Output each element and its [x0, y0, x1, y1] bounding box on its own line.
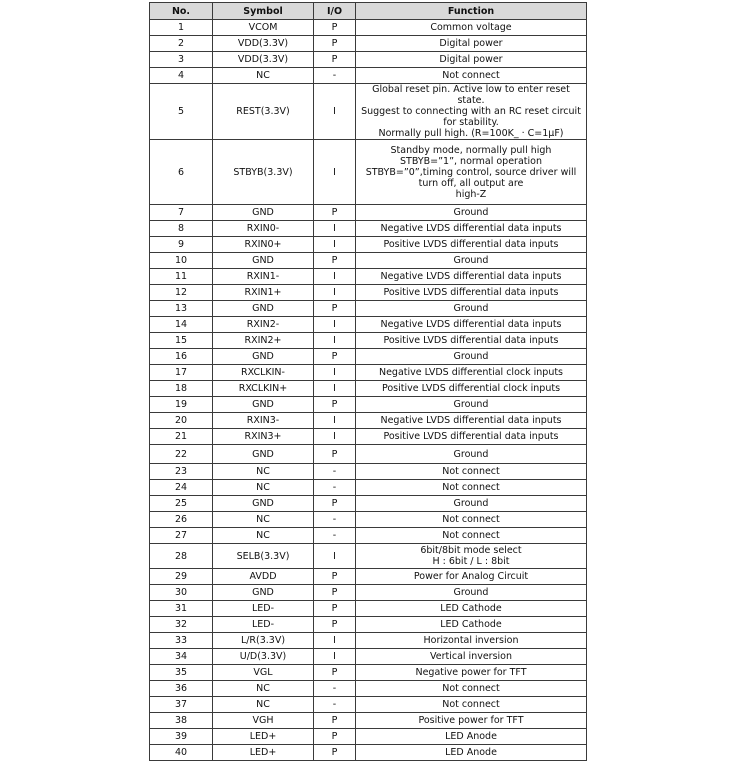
pin-function-cell: Ground: [356, 397, 587, 413]
pin-io-cell: P: [314, 585, 356, 601]
pin-symbol-cell: GND: [213, 585, 314, 601]
pin-io-cell: I: [314, 140, 356, 205]
pin-symbol-cell: SELB(3.3V): [213, 544, 314, 569]
header-symbol: Symbol: [213, 3, 314, 20]
table-row: [150, 512, 587, 528]
table-row: [150, 52, 587, 68]
pin-number-cell: 27: [150, 528, 213, 544]
pin-function-cell: Horizontal inversion: [356, 633, 587, 649]
table-row: [150, 68, 587, 84]
pin-number-cell: 14: [150, 317, 213, 333]
pin-number-cell: 26: [150, 512, 213, 528]
pin-function-cell: Positive power for TFT: [356, 713, 587, 729]
pin-number-cell: 12: [150, 285, 213, 301]
pin-function-cell: Ground: [356, 445, 587, 464]
pin-symbol-cell: GND: [213, 301, 314, 317]
pin-io-cell: P: [314, 729, 356, 745]
pin-io-cell: P: [314, 745, 356, 761]
pin-symbol-cell: VDD(3.3V): [213, 36, 314, 52]
pin-function-cell: Positive LVDS differential data inputs: [356, 333, 587, 349]
pin-number-cell: 5: [150, 84, 213, 140]
table-row: [150, 301, 587, 317]
pin-number-cell: 3: [150, 52, 213, 68]
pin-symbol-cell: NC: [213, 512, 314, 528]
pin-number-cell: 38: [150, 713, 213, 729]
pin-function-cell: Not connect: [356, 528, 587, 544]
pin-symbol-cell: NC: [213, 464, 314, 480]
pin-symbol-cell: VCOM: [213, 20, 314, 36]
pin-number-cell: 17: [150, 365, 213, 381]
table-row: [150, 617, 587, 633]
pin-number-cell: 37: [150, 697, 213, 713]
table-row: [150, 237, 587, 253]
table-row: [150, 665, 587, 681]
pin-symbol-cell: RXCLKIN-: [213, 365, 314, 381]
pin-number-cell: 39: [150, 729, 213, 745]
pin-io-cell: P: [314, 397, 356, 413]
pin-number-cell: 15: [150, 333, 213, 349]
pin-io-cell: I: [314, 317, 356, 333]
pin-io-cell: I: [314, 649, 356, 665]
pin-symbol-cell: RXIN0+: [213, 237, 314, 253]
pin-function-cell: Positive LVDS differential clock inputs: [356, 381, 587, 397]
pin-function-cell: Not connect: [356, 681, 587, 697]
table-row: [150, 681, 587, 697]
pin-function-cell: Ground: [356, 253, 587, 269]
pin-symbol-cell: STBYB(3.3V): [213, 140, 314, 205]
pin-function-cell: Ground: [356, 585, 587, 601]
pin-function-cell: LED Cathode: [356, 617, 587, 633]
pin-number-cell: 8: [150, 221, 213, 237]
table-row: [150, 464, 587, 480]
pin-io-cell: P: [314, 496, 356, 512]
pin-symbol-cell: VGH: [213, 713, 314, 729]
pin-number-cell: 28: [150, 544, 213, 569]
pin-function-cell: Not connect: [356, 68, 587, 84]
pin-io-cell: P: [314, 253, 356, 269]
pin-number-cell: 22: [150, 445, 213, 464]
table-row: [150, 397, 587, 413]
pin-io-cell: P: [314, 205, 356, 221]
pin-function-cell: Not connect: [356, 512, 587, 528]
pin-function-cell: Not connect: [356, 480, 587, 496]
pin-io-cell: P: [314, 665, 356, 681]
pin-function-cell: Standby mode, normally pull high STBYB=”1”, normal operation STBYB=”0”,timing control, source driver will turn off, all output are high-Z: [356, 140, 587, 205]
pin-number-cell: 23: [150, 464, 213, 480]
pin-io-cell: -: [314, 68, 356, 84]
pin-function-cell: LED Cathode: [356, 601, 587, 617]
pin-number-cell: 31: [150, 601, 213, 617]
pin-number-cell: 21: [150, 429, 213, 445]
pin-io-cell: -: [314, 464, 356, 480]
pin-function-cell: Ground: [356, 205, 587, 221]
pin-number-cell: 40: [150, 745, 213, 761]
pin-symbol-cell: RXIN3-: [213, 413, 314, 429]
table-row: [150, 205, 587, 221]
pin-number-cell: 7: [150, 205, 213, 221]
table-row: [150, 253, 587, 269]
pin-number-cell: 24: [150, 480, 213, 496]
header-io: I/O: [314, 3, 356, 20]
pin-symbol-cell: LED+: [213, 729, 314, 745]
pin-function-cell: Negative LVDS differential data inputs: [356, 317, 587, 333]
pin-function-cell: Digital power: [356, 52, 587, 68]
table-row: [150, 496, 587, 512]
pin-symbol-cell: RXIN1-: [213, 269, 314, 285]
pin-function-cell: Positive LVDS differential data inputs: [356, 285, 587, 301]
pin-function-cell: Global reset pin. Active low to enter reset state. Suggest to connecting with an RC reset circuit for stability. Normally pull high. (R=100K_ · C=1μF): [356, 84, 587, 140]
table-row: [150, 633, 587, 649]
pin-symbol-cell: NC: [213, 681, 314, 697]
pin-function-cell: Not connect: [356, 464, 587, 480]
table-row: [150, 269, 587, 285]
table-row: [150, 36, 587, 52]
pin-io-cell: -: [314, 480, 356, 496]
pin-symbol-cell: RXIN0-: [213, 221, 314, 237]
pin-io-cell: P: [314, 20, 356, 36]
table-row: [150, 445, 587, 464]
table-row: [150, 745, 587, 761]
pin-io-cell: I: [314, 429, 356, 445]
pin-io-cell: I: [314, 381, 356, 397]
pin-function-cell: LED Anode: [356, 729, 587, 745]
pin-number-cell: 20: [150, 413, 213, 429]
pin-symbol-cell: LED+: [213, 745, 314, 761]
pin-io-cell: P: [314, 569, 356, 585]
pin-io-cell: P: [314, 445, 356, 464]
table-row: [150, 429, 587, 445]
table-row: [150, 713, 587, 729]
pin-symbol-cell: L/R(3.3V): [213, 633, 314, 649]
pin-function-cell: Negative power for TFT: [356, 665, 587, 681]
pin-io-cell: I: [314, 633, 356, 649]
pin-symbol-cell: GND: [213, 496, 314, 512]
pin-number-cell: 25: [150, 496, 213, 512]
table-row: [150, 349, 587, 365]
pin-number-cell: 2: [150, 36, 213, 52]
pin-io-cell: P: [314, 36, 356, 52]
pin-number-cell: 16: [150, 349, 213, 365]
pin-symbol-cell: GND: [213, 445, 314, 464]
pin-io-cell: I: [314, 285, 356, 301]
pin-definition-table: [149, 2, 587, 761]
pin-symbol-cell: RXIN2+: [213, 333, 314, 349]
pin-io-cell: I: [314, 413, 356, 429]
table-body: [150, 20, 587, 761]
pin-function-cell: Digital power: [356, 36, 587, 52]
pin-symbol-cell: LED-: [213, 617, 314, 633]
pin-symbol-cell: LED-: [213, 601, 314, 617]
pin-symbol-cell: NC: [213, 697, 314, 713]
pin-io-cell: P: [314, 713, 356, 729]
pin-symbol-cell: NC: [213, 68, 314, 84]
pin-io-cell: -: [314, 681, 356, 697]
pin-number-cell: 18: [150, 381, 213, 397]
pin-io-cell: P: [314, 601, 356, 617]
table-row: [150, 381, 587, 397]
pin-number-cell: 19: [150, 397, 213, 413]
pin-io-cell: I: [314, 544, 356, 569]
pin-number-cell: 4: [150, 68, 213, 84]
pin-symbol-cell: NC: [213, 480, 314, 496]
pin-io-cell: P: [314, 301, 356, 317]
pin-number-cell: 33: [150, 633, 213, 649]
table-row: [150, 601, 587, 617]
pin-number-cell: 29: [150, 569, 213, 585]
table-row: [150, 365, 587, 381]
table-row: [150, 413, 587, 429]
header-no: No.: [150, 3, 213, 20]
table-row: [150, 585, 587, 601]
pin-io-cell: I: [314, 84, 356, 140]
pin-symbol-cell: RXIN3+: [213, 429, 314, 445]
table-row: [150, 697, 587, 713]
table-row: [150, 20, 587, 36]
pin-function-cell: LED Anode: [356, 745, 587, 761]
pin-io-cell: I: [314, 365, 356, 381]
pin-function-cell: Ground: [356, 496, 587, 512]
pin-number-cell: 11: [150, 269, 213, 285]
pin-number-cell: 1: [150, 20, 213, 36]
header-function: Function: [356, 3, 587, 20]
pin-io-cell: P: [314, 349, 356, 365]
pin-number-cell: 6: [150, 140, 213, 205]
table-row: [150, 221, 587, 237]
table-row: [150, 544, 587, 569]
pin-symbol-cell: RXCLKIN+: [213, 381, 314, 397]
pin-function-cell: Ground: [356, 301, 587, 317]
pin-symbol-cell: NC: [213, 528, 314, 544]
table-row: [150, 480, 587, 496]
pin-io-cell: I: [314, 269, 356, 285]
pin-symbol-cell: RXIN2-: [213, 317, 314, 333]
pin-function-cell: Power for Analog Circuit: [356, 569, 587, 585]
table-row: [150, 729, 587, 745]
pin-symbol-cell: GND: [213, 397, 314, 413]
pin-function-cell: Negative LVDS differential data inputs: [356, 413, 587, 429]
table-row: [150, 528, 587, 544]
pin-function-cell: Positive LVDS differential data inputs: [356, 237, 587, 253]
pin-symbol-cell: AVDD: [213, 569, 314, 585]
pin-io-cell: I: [314, 333, 356, 349]
pin-function-cell: Negative LVDS differential data inputs: [356, 269, 587, 285]
pin-number-cell: 9: [150, 237, 213, 253]
pin-symbol-cell: GND: [213, 205, 314, 221]
pin-symbol-cell: GND: [213, 253, 314, 269]
table-row: [150, 84, 587, 140]
header-row: [150, 3, 587, 20]
pin-function-cell: Common voltage: [356, 20, 587, 36]
pin-symbol-cell: REST(3.3V): [213, 84, 314, 140]
table-row: [150, 140, 587, 205]
pin-io-cell: P: [314, 617, 356, 633]
pin-number-cell: 30: [150, 585, 213, 601]
pin-number-cell: 36: [150, 681, 213, 697]
table-row: [150, 569, 587, 585]
table-row: [150, 649, 587, 665]
pin-function-cell: Not connect: [356, 697, 587, 713]
pin-number-cell: 32: [150, 617, 213, 633]
pin-io-cell: -: [314, 528, 356, 544]
pin-function-cell: Negative LVDS differential data inputs: [356, 221, 587, 237]
pin-io-cell: I: [314, 221, 356, 237]
pin-symbol-cell: GND: [213, 349, 314, 365]
pin-number-cell: 35: [150, 665, 213, 681]
pin-io-cell: I: [314, 237, 356, 253]
pin-number-cell: 13: [150, 301, 213, 317]
pin-function-cell: Negative LVDS differential clock inputs: [356, 365, 587, 381]
pin-function-cell: 6bit/8bit mode select H : 6bit / L : 8bit: [356, 544, 587, 569]
table-row: [150, 285, 587, 301]
pin-function-cell: Positive LVDS differential data inputs: [356, 429, 587, 445]
pin-io-cell: -: [314, 512, 356, 528]
pin-io-cell: P: [314, 52, 356, 68]
pin-function-cell: Vertical inversion: [356, 649, 587, 665]
pin-number-cell: 10: [150, 253, 213, 269]
pin-symbol-cell: RXIN1+: [213, 285, 314, 301]
pin-number-cell: 34: [150, 649, 213, 665]
table-row: [150, 333, 587, 349]
pin-io-cell: -: [314, 697, 356, 713]
pin-symbol-cell: VGL: [213, 665, 314, 681]
table-row: [150, 317, 587, 333]
pin-symbol-cell: VDD(3.3V): [213, 52, 314, 68]
pin-symbol-cell: U/D(3.3V): [213, 649, 314, 665]
pin-function-cell: Ground: [356, 349, 587, 365]
